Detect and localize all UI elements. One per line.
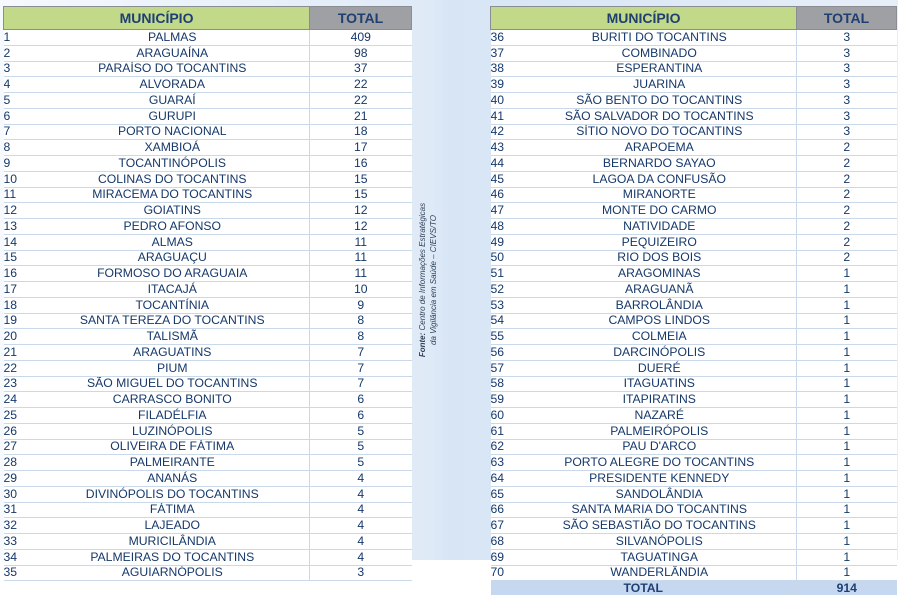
municipality-name: DIVINÓPOLIS DO TOCANTINS [36, 486, 310, 502]
row-number: 6 [4, 108, 36, 124]
table-row [491, 392, 897, 408]
row-total: 1 [797, 376, 897, 392]
municipality-name: SÃO BENTO DO TOCANTINS [523, 93, 797, 109]
row-number: 18 [4, 297, 36, 313]
municipality-name: DARCINÓPOLIS [523, 345, 797, 361]
row-number: 15 [4, 250, 36, 266]
row-total: 5 [310, 455, 412, 471]
row-total: 11 [310, 266, 412, 282]
table-row [491, 471, 897, 487]
table-row [4, 297, 412, 313]
table-row [491, 360, 897, 376]
table-row [4, 534, 412, 550]
table-row [491, 77, 897, 93]
municipality-name: SANTA MARIA DO TOCANTINS [523, 502, 797, 518]
municipality-name: BERNARDO SAYAO [523, 156, 797, 172]
row-total: 3 [797, 30, 897, 46]
table-row [491, 282, 897, 298]
row-total: 1 [797, 471, 897, 487]
table-row [4, 219, 412, 235]
municipality-name: SANTA TEREZA DO TOCANTINS [36, 313, 310, 329]
municipality-name: ANANÁS [36, 471, 310, 487]
row-total: 15 [310, 171, 412, 187]
municipality-name: MONTE DO CARMO [523, 203, 797, 219]
row-number: 31 [4, 502, 36, 518]
row-number: 9 [4, 156, 36, 172]
row-number: 47 [491, 203, 523, 219]
row-total: 6 [310, 392, 412, 408]
row-total: 1 [797, 345, 897, 361]
row-number: 26 [4, 423, 36, 439]
row-total: 4 [310, 486, 412, 502]
row-number: 48 [491, 219, 523, 235]
row-total: 8 [310, 313, 412, 329]
total-label: TOTAL [491, 581, 797, 595]
municipality-name: ESPERANTINA [523, 61, 797, 77]
row-total: 4 [310, 471, 412, 487]
table-row [491, 187, 897, 203]
row-number: 30 [4, 486, 36, 502]
municipality-name: DUERÉ [523, 360, 797, 376]
row-total: 17 [310, 140, 412, 156]
row-total: 3 [797, 61, 897, 77]
table-row [491, 45, 897, 61]
municipality-name: GUARAÍ [36, 93, 310, 109]
row-total: 1 [797, 549, 897, 565]
row-total: 2 [797, 140, 897, 156]
municipality-table-left [3, 6, 412, 581]
table-header-row [4, 7, 412, 30]
municipality-name: ARAGUANÃ [523, 282, 797, 298]
row-number: 64 [491, 471, 523, 487]
row-number: 19 [4, 313, 36, 329]
row-total: 4 [310, 534, 412, 550]
row-total: 1 [797, 439, 897, 455]
municipality-name: SÃO SALVADOR DO TOCANTINS [523, 108, 797, 124]
row-number: 34 [4, 549, 36, 565]
row-number: 56 [491, 345, 523, 361]
municipality-name: MIRANORTE [523, 187, 797, 203]
row-total: 7 [310, 360, 412, 376]
table-row [491, 313, 897, 329]
municipality-name: ARAPOEMA [523, 140, 797, 156]
source-label: Fonte: [418, 332, 427, 358]
table-row [491, 502, 897, 518]
row-number: 25 [4, 408, 36, 424]
row-total: 1 [797, 534, 897, 550]
row-number: 3 [4, 61, 36, 77]
table-row [491, 108, 897, 124]
table-row [4, 234, 412, 250]
row-total: 12 [310, 219, 412, 235]
table-row [491, 376, 897, 392]
header-municipio: MUNICÍPIO [491, 7, 797, 30]
municipality-name: TALISMÃ [36, 329, 310, 345]
table-row [491, 93, 897, 109]
municipality-name: LAGOA DA CONFUSÃO [523, 171, 797, 187]
source-line-1: Centro de Informações Estratégicas [418, 202, 427, 331]
municipality-name: PORTO ALEGRE DO TOCANTINS [523, 455, 797, 471]
municipality-name: ITAGUATINS [523, 376, 797, 392]
row-number: 24 [4, 392, 36, 408]
row-number: 45 [491, 171, 523, 187]
row-number: 13 [4, 219, 36, 235]
row-total: 2 [797, 203, 897, 219]
row-number: 36 [491, 30, 523, 46]
municipality-name: COLMEIA [523, 329, 797, 345]
row-number: 35 [4, 565, 36, 581]
municipality-name: FILADÉLFIA [36, 408, 310, 424]
row-number: 16 [4, 266, 36, 282]
municipality-name: COMBINADO [523, 45, 797, 61]
row-total: 2 [797, 187, 897, 203]
row-number: 55 [491, 329, 523, 345]
row-number: 10 [4, 171, 36, 187]
table-row [4, 392, 412, 408]
municipality-name: SÍTIO NOVO DO TOCANTINS [523, 124, 797, 140]
table-row [491, 297, 897, 313]
table-row [4, 187, 412, 203]
table-row [4, 45, 412, 61]
row-number: 2 [4, 45, 36, 61]
municipality-name: ITACAJÁ [36, 282, 310, 298]
row-number: 42 [491, 124, 523, 140]
municipality-name: BURITI DO TOCANTINS [523, 30, 797, 46]
row-number: 17 [4, 282, 36, 298]
municipality-table-right [490, 6, 897, 595]
table-row [491, 234, 897, 250]
row-number: 5 [4, 93, 36, 109]
row-number: 66 [491, 502, 523, 518]
row-number: 62 [491, 439, 523, 455]
municipality-name: NATIVIDADE [523, 219, 797, 235]
municipality-name: RIO DOS BOIS [523, 250, 797, 266]
row-total: 1 [797, 360, 897, 376]
source-line-2: da Vigilância em Saúde – CIEVS/TO [429, 215, 438, 345]
table-row [4, 549, 412, 565]
row-number: 28 [4, 455, 36, 471]
row-number: 32 [4, 518, 36, 534]
municipality-name: FORMOSO DO ARAGUAIA [36, 266, 310, 282]
municipality-name: PAU D'ARCO [523, 439, 797, 455]
row-number: 52 [491, 282, 523, 298]
municipality-name: AGUIARNÓPOLIS [36, 565, 310, 581]
row-number: 63 [491, 455, 523, 471]
table-row [4, 61, 412, 77]
row-number: 49 [491, 234, 523, 250]
row-total: 3 [797, 108, 897, 124]
row-number: 22 [4, 360, 36, 376]
row-total: 1 [797, 282, 897, 298]
municipality-name: FÁTIMA [36, 502, 310, 518]
municipality-name: ITAPIRATINS [523, 392, 797, 408]
table-row [4, 486, 412, 502]
table-row [4, 360, 412, 376]
table-row [4, 518, 412, 534]
row-total: 3 [797, 124, 897, 140]
table-row [491, 171, 897, 187]
row-total: 1 [797, 297, 897, 313]
table-row [491, 30, 897, 46]
row-total: 1 [797, 486, 897, 502]
table-row [4, 376, 412, 392]
row-number: 11 [4, 187, 36, 203]
row-total: 6 [310, 408, 412, 424]
municipality-name: PIUM [36, 360, 310, 376]
table-row [491, 156, 897, 172]
row-total: 2 [797, 171, 897, 187]
table-row [4, 439, 412, 455]
row-number: 68 [491, 534, 523, 550]
row-number: 44 [491, 156, 523, 172]
row-total: 1 [797, 518, 897, 534]
table-row [491, 455, 897, 471]
row-total: 22 [310, 77, 412, 93]
row-total: 2 [797, 250, 897, 266]
table-row [491, 219, 897, 235]
row-number: 57 [491, 360, 523, 376]
table-row [4, 455, 412, 471]
municipality-name: PALMAS [36, 30, 310, 46]
row-total: 15 [310, 187, 412, 203]
table-row [491, 439, 897, 455]
table-row [4, 30, 412, 46]
row-total: 1 [797, 423, 897, 439]
municipality-name: PALMEIRAS DO TOCANTINS [36, 549, 310, 565]
row-total: 7 [310, 345, 412, 361]
total-row [491, 581, 897, 595]
row-total: 11 [310, 250, 412, 266]
municipality-name: GURUPI [36, 108, 310, 124]
municipality-name: SILVANÓPOLIS [523, 534, 797, 550]
municipality-name: GOIATINS [36, 203, 310, 219]
row-number: 53 [491, 297, 523, 313]
total-value: 914 [797, 581, 897, 595]
table-row [4, 171, 412, 187]
municipality-name: ARAGUATINS [36, 345, 310, 361]
municipality-name: BARROLÂNDIA [523, 297, 797, 313]
municipality-name: PARAÍSO DO TOCANTINS [36, 61, 310, 77]
row-total: 3 [797, 77, 897, 93]
table-row [4, 156, 412, 172]
table-row [4, 423, 412, 439]
table-row [4, 250, 412, 266]
table-row [491, 486, 897, 502]
row-number: 39 [491, 77, 523, 93]
row-number: 58 [491, 376, 523, 392]
header-total: TOTAL [797, 7, 897, 30]
municipality-name: SANDOLÂNDIA [523, 486, 797, 502]
table-row [491, 250, 897, 266]
table-row [4, 345, 412, 361]
municipality-name: MURICILÂNDIA [36, 534, 310, 550]
row-number: 54 [491, 313, 523, 329]
table-row [491, 203, 897, 219]
municipality-name: MIRACEMA DO TOCANTINS [36, 187, 310, 203]
row-total: 1 [797, 502, 897, 518]
row-number: 4 [4, 77, 36, 93]
row-number: 1 [4, 30, 36, 46]
municipality-name: LAJEADO [36, 518, 310, 534]
table-row [491, 408, 897, 424]
municipality-name: LUZINÓPOLIS [36, 423, 310, 439]
municipality-name: SÃO MIGUEL DO TOCANTINS [36, 376, 310, 392]
row-total: 1 [797, 565, 897, 581]
table-row [4, 471, 412, 487]
row-total: 1 [797, 266, 897, 282]
municipality-name: JUARINA [523, 77, 797, 93]
row-total: 21 [310, 108, 412, 124]
municipality-name: CARRASCO BONITO [36, 392, 310, 408]
row-number: 67 [491, 518, 523, 534]
row-number: 20 [4, 329, 36, 345]
row-total: 3 [797, 93, 897, 109]
row-number: 7 [4, 124, 36, 140]
table-row [4, 282, 412, 298]
municipality-name: ARAGUAÍNA [36, 45, 310, 61]
row-number: 50 [491, 250, 523, 266]
row-total: 1 [797, 392, 897, 408]
row-total: 2 [797, 234, 897, 250]
row-number: 61 [491, 423, 523, 439]
row-total: 22 [310, 93, 412, 109]
row-total: 5 [310, 439, 412, 455]
table-row [491, 423, 897, 439]
municipality-name: CAMPOS LINDOS [523, 313, 797, 329]
row-total: 1 [797, 408, 897, 424]
row-number: 40 [491, 93, 523, 109]
municipality-name: OLIVEIRA DE FÁTIMA [36, 439, 310, 455]
table-row [4, 108, 412, 124]
table-row [4, 77, 412, 93]
table-row [491, 61, 897, 77]
row-number: 27 [4, 439, 36, 455]
table-row [4, 329, 412, 345]
row-number: 59 [491, 392, 523, 408]
municipality-name: PALMEIRANTE [36, 455, 310, 471]
row-total: 5 [310, 423, 412, 439]
row-total: 10 [310, 282, 412, 298]
row-number: 46 [491, 187, 523, 203]
row-total: 7 [310, 376, 412, 392]
table-header-row [491, 7, 897, 30]
table-row [491, 124, 897, 140]
row-total: 2 [797, 219, 897, 235]
municipality-name: PEQUIZEIRO [523, 234, 797, 250]
table-row [4, 124, 412, 140]
row-number: 29 [4, 471, 36, 487]
municipality-name: TOCANTINÓPOLIS [36, 156, 310, 172]
row-total: 1 [797, 313, 897, 329]
row-number: 33 [4, 534, 36, 550]
municipality-name: ARAGOMINAS [523, 266, 797, 282]
table-row [491, 140, 897, 156]
row-number: 37 [491, 45, 523, 61]
source-note [417, 145, 449, 415]
row-number: 69 [491, 549, 523, 565]
municipality-name: XAMBIOÁ [36, 140, 310, 156]
row-number: 41 [491, 108, 523, 124]
row-total: 16 [310, 156, 412, 172]
row-number: 70 [491, 565, 523, 581]
row-total: 98 [310, 45, 412, 61]
table-row [491, 266, 897, 282]
row-number: 38 [491, 61, 523, 77]
table-row [491, 518, 897, 534]
municipality-name: WANDERLÂNDIA [523, 565, 797, 581]
header-total: TOTAL [310, 7, 412, 30]
table-row [491, 549, 897, 565]
table-row [4, 502, 412, 518]
row-total: 4 [310, 518, 412, 534]
municipality-name: ALVORADA [36, 77, 310, 93]
row-total: 3 [310, 565, 412, 581]
table-row [491, 534, 897, 550]
table-row [491, 565, 897, 581]
row-number: 14 [4, 234, 36, 250]
row-total: 18 [310, 124, 412, 140]
table-row [4, 313, 412, 329]
municipality-name: ALMAS [36, 234, 310, 250]
row-number: 60 [491, 408, 523, 424]
row-total: 11 [310, 234, 412, 250]
row-total: 37 [310, 61, 412, 77]
municipality-name: TAGUATINGA [523, 549, 797, 565]
row-total: 3 [797, 45, 897, 61]
table-row [491, 329, 897, 345]
row-total: 1 [797, 329, 897, 345]
table-row [4, 565, 412, 581]
row-total: 8 [310, 329, 412, 345]
municipality-name: SÃO SEBASTIÃO DO TOCANTINS [523, 518, 797, 534]
row-number: 12 [4, 203, 36, 219]
row-total: 9 [310, 297, 412, 313]
row-total: 4 [310, 549, 412, 565]
table-row [4, 408, 412, 424]
row-total: 12 [310, 203, 412, 219]
row-total: 2 [797, 156, 897, 172]
row-total: 1 [797, 455, 897, 471]
table-row [4, 140, 412, 156]
row-total: 4 [310, 502, 412, 518]
row-number: 43 [491, 140, 523, 156]
municipality-name: ARAGUAÇU [36, 250, 310, 266]
row-number: 23 [4, 376, 36, 392]
row-number: 65 [491, 486, 523, 502]
municipality-name: NAZARÉ [523, 408, 797, 424]
municipality-name: PALMEIRÓPOLIS [523, 423, 797, 439]
table-row [4, 93, 412, 109]
table-row [4, 203, 412, 219]
municipality-name: COLINAS DO TOCANTINS [36, 171, 310, 187]
municipality-name: TOCANTÍNIA [36, 297, 310, 313]
municipality-name: PEDRO AFONSO [36, 219, 310, 235]
municipality-name: PRESIDENTE KENNEDY [523, 471, 797, 487]
header-municipio: MUNICÍPIO [4, 7, 310, 30]
row-number: 51 [491, 266, 523, 282]
row-number: 8 [4, 140, 36, 156]
table-row [4, 266, 412, 282]
table-row [491, 345, 897, 361]
municipality-name: PORTO NACIONAL [36, 124, 310, 140]
row-total: 409 [310, 30, 412, 46]
row-number: 21 [4, 345, 36, 361]
